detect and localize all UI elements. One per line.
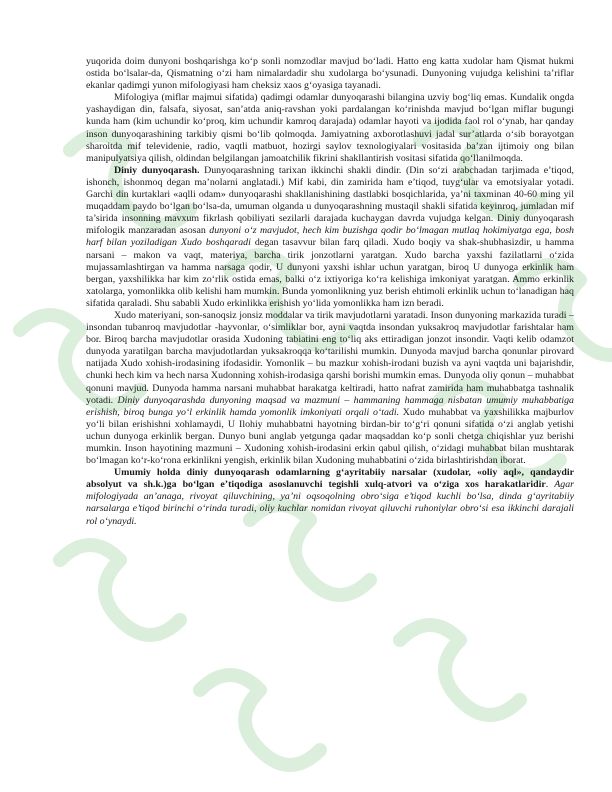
text-run: Xudo muhabbat va yaxshilikka majburlov yo‘li bilan erishishni xohlamaydi, U Ilohiy muhabbatni hayotning birdan-bir to‘g‘ri qonuni sifatida o‘zi anglab yetishi uchun dunyoga erkinlik bergan. Dunyo buni anglab yetgunga qadar maqsaddan ko‘p sonli chetga chiqishlar yuz berishi mumkin. Inson hayotining mazmuni – Xudoning xohish-irodasini erkin qabul qilish, o‘zidagi muhabbat bilan mushtarak bo‘lmagan ko‘r-ko‘rona erkinlikni yengish, erkinlik bilan Xudoning muhabbatini o‘zida birlashtirishdan iborat.	[86, 406, 574, 467]
paragraph	[86, 92, 574, 165]
document-body	[86, 56, 574, 528]
bold-text-run: Umumiy holda diniy dunyoqarash odamlarning g‘ayritabiiy narsalar (xudolar, «oliy aql», qandaydir absolyut va sh.k.)ga bo‘lgan e’tiqodiga asoslanuvchi tegishli xulq-atvori va o‘ziga xos harakatlaridir	[86, 467, 574, 491]
bold-text-run: Diniy dunyoqarash.	[114, 164, 200, 176]
italic-text-run: Agar mifologiyada an’anaga, rivoyat qiluvchining, ya’ni oqsoqolning obro‘siga e’tiqod kuchli bo‘lsa, dinda g‘ayritabiiy narsalarga e’tiqod birinchi o‘rinda turadi, oliy kuchlar nomidan rivoyat qiluvchi ruhoniylar obro‘si esa ikkinchi darajali rol o‘ynaydi.	[86, 479, 574, 527]
text-run: Dunyoqarashning tarixan ikkinchi shakli dindir. (Din so‘zi arabchadan tarjimada e’tiqod, ishonch, ishonmoq degan ma’nolarni anglatadi.) Mif kabi, din zamirida ham e’tiqod, tuyg‘ular va emotsiyalar yotadi. Garchi din kurtaklari «aqlli odam» dunyoqarashi shakllanishining dastlabki bosqichlarida, ya’ni taxminan 40-60 ming yil muqaddam paydo bo‘lgan bo‘lsa-da, umuman olganda u dunyoqarashning mustaqil shakli sifatida keyinroq, jumladan mif ta’sirida insonning mavxum fikrlash qobiliyati sezilarli darajada kuchaygan davrda vujudga kelgan. Diniy dunyoqarash mifologik manzaradan asosan	[86, 164, 574, 237]
paragraph	[86, 310, 574, 467]
italic-text-run: dunyoni o‘z mavjudot, hech kim buzishga qodir bo‘lmagan mutlaq hokimiyatga ega, bosh harf bilan yoziladigan Xudo boshqaradi	[86, 225, 574, 249]
italic-text-run: Diniy dunyoqarashda dunyoning maqsad va mazmuni – hammaning hammaga nisbatan umumiy muhabbatiga erishish, biroq bunga yo‘l erkinlik hamda yomonlik imkoniyati orqali o‘tadi.	[86, 394, 574, 418]
paragraph	[86, 467, 574, 527]
text-run: degan tasavvur bilan farq qiladi. Xudo boqiy va shak-shubhasizdir, u hamma narsani – makon va vaqt, materiya, barcha tirik jonzotlarni yaratgan. Xudo barcha yaxshi fazilatlarni o‘zida mujassamlashtirgan va hamma narsaga qodir, U dunyoni yaxshi ishlar uchun yaratgan, biroq U dunyoga erkinlik ham bergan, yaxshilikka har kim zo‘rlik ostida emas, balki o‘z ixtiyoriga ko‘ra kelishiga imkoniyat yaratgan. Ammo erkinlik xatolarga, yomonlikka olib kelishi ham mumkin. Bunda yomonlikning yuz berish ehtimoli erkinlik uchun to‘lanadigan haq sifatida qaraladi. Shu sababli Xudo erkinlikka erishish yo‘lida yomonlikka ham izn beradi.	[86, 237, 574, 309]
paragraph	[86, 165, 574, 310]
text-run: Xudo materiyani, son-sanoqsiz jonsiz moddalar va tirik mavjudotlarni yaratadi. Inson dunyoning markazida turadi – insondan tubanroq mavjudotlar -hayvonlar, o‘simliklar bor, ayni vaqtda insondan yuksakroq mavjudotlar farishtalar ham bor. Biroq barcha mavjudotlar orasida Xudoning tabiatini eng to‘liq aks ettiradigan jonzot insondir. Vaqti kelib odamzot dunyoda yaratilgan barcha mavjudotlardan yuksakroqqa ko‘tarilishi mumkin. Dunyoda mavjud barcha qonunlar pirovard natijada Xudo xohish-irodasining ifodasidir. Yomonlik – bu mazkur xohish-irodani buzish va ayni vaqtda uni bajarishdir, chunki hech kim va hech narsa Xudonning xohish-irodasiga qarshi borishi mumkin emas. Dunyoda oliy qonun – muhabbat qonuni mavjud. Dunyoda hamma narsani muhabbat harakatga keltiradi, hatto nafrat zamirida ham muhabbatga tashnalik yotadi.	[86, 309, 574, 406]
text-run: .	[545, 479, 555, 491]
text-run: yuqorida doim dunyoni boshqarishga ko‘p sonli nomzodlar mavjud bo‘ladi. Hatto eng katta xudolar ham Qismat hukmi ostida bo‘lsalar-da, Qismatning o‘zi ham nimalardadir shu xudolarga bo‘ysunadi. Dunyoning vujudga kelishini ta’riflar ekanlar qadimgi yunon mifologiyasi ham cheksiz xaos g‘oyasiga tayanadi.	[86, 56, 574, 92]
paragraph	[86, 56, 574, 92]
text-run: Mifologiya (miflar majmui sifatida) qadimgi odamlar dunyoqarashi bilangina uzviy bog‘liq emas. Kundalik ongda yashaydigan din, falsafa, siyosat, san’atda aniq-ravshan yoki pardalangan ko‘rinishda mavjud bo‘lgan miflar bugungi kunda ham (kim uchundir ko‘proq, kim uchundir kamroq darajada) odamlar hayoti va ijodida faol rol o‘ynab, har qanday inson dunyoqarashining tarkibiy qismi bo‘lib qolmoqda. Jamiyatning axborotlashuvi jadal sur’atlarda o‘sib borayotgan sharoitda mif televidenie, radio, vaqtli matbuot, hozirgi saylov texnologiyalari vositasida ba’zan ijtimoiy ong bilan manipulyatsiya qilish, oldindan belgilangan jamoatchilik fikrini shakllantirish vositasi sifatida qo‘llanilmoqda.	[86, 92, 574, 164]
